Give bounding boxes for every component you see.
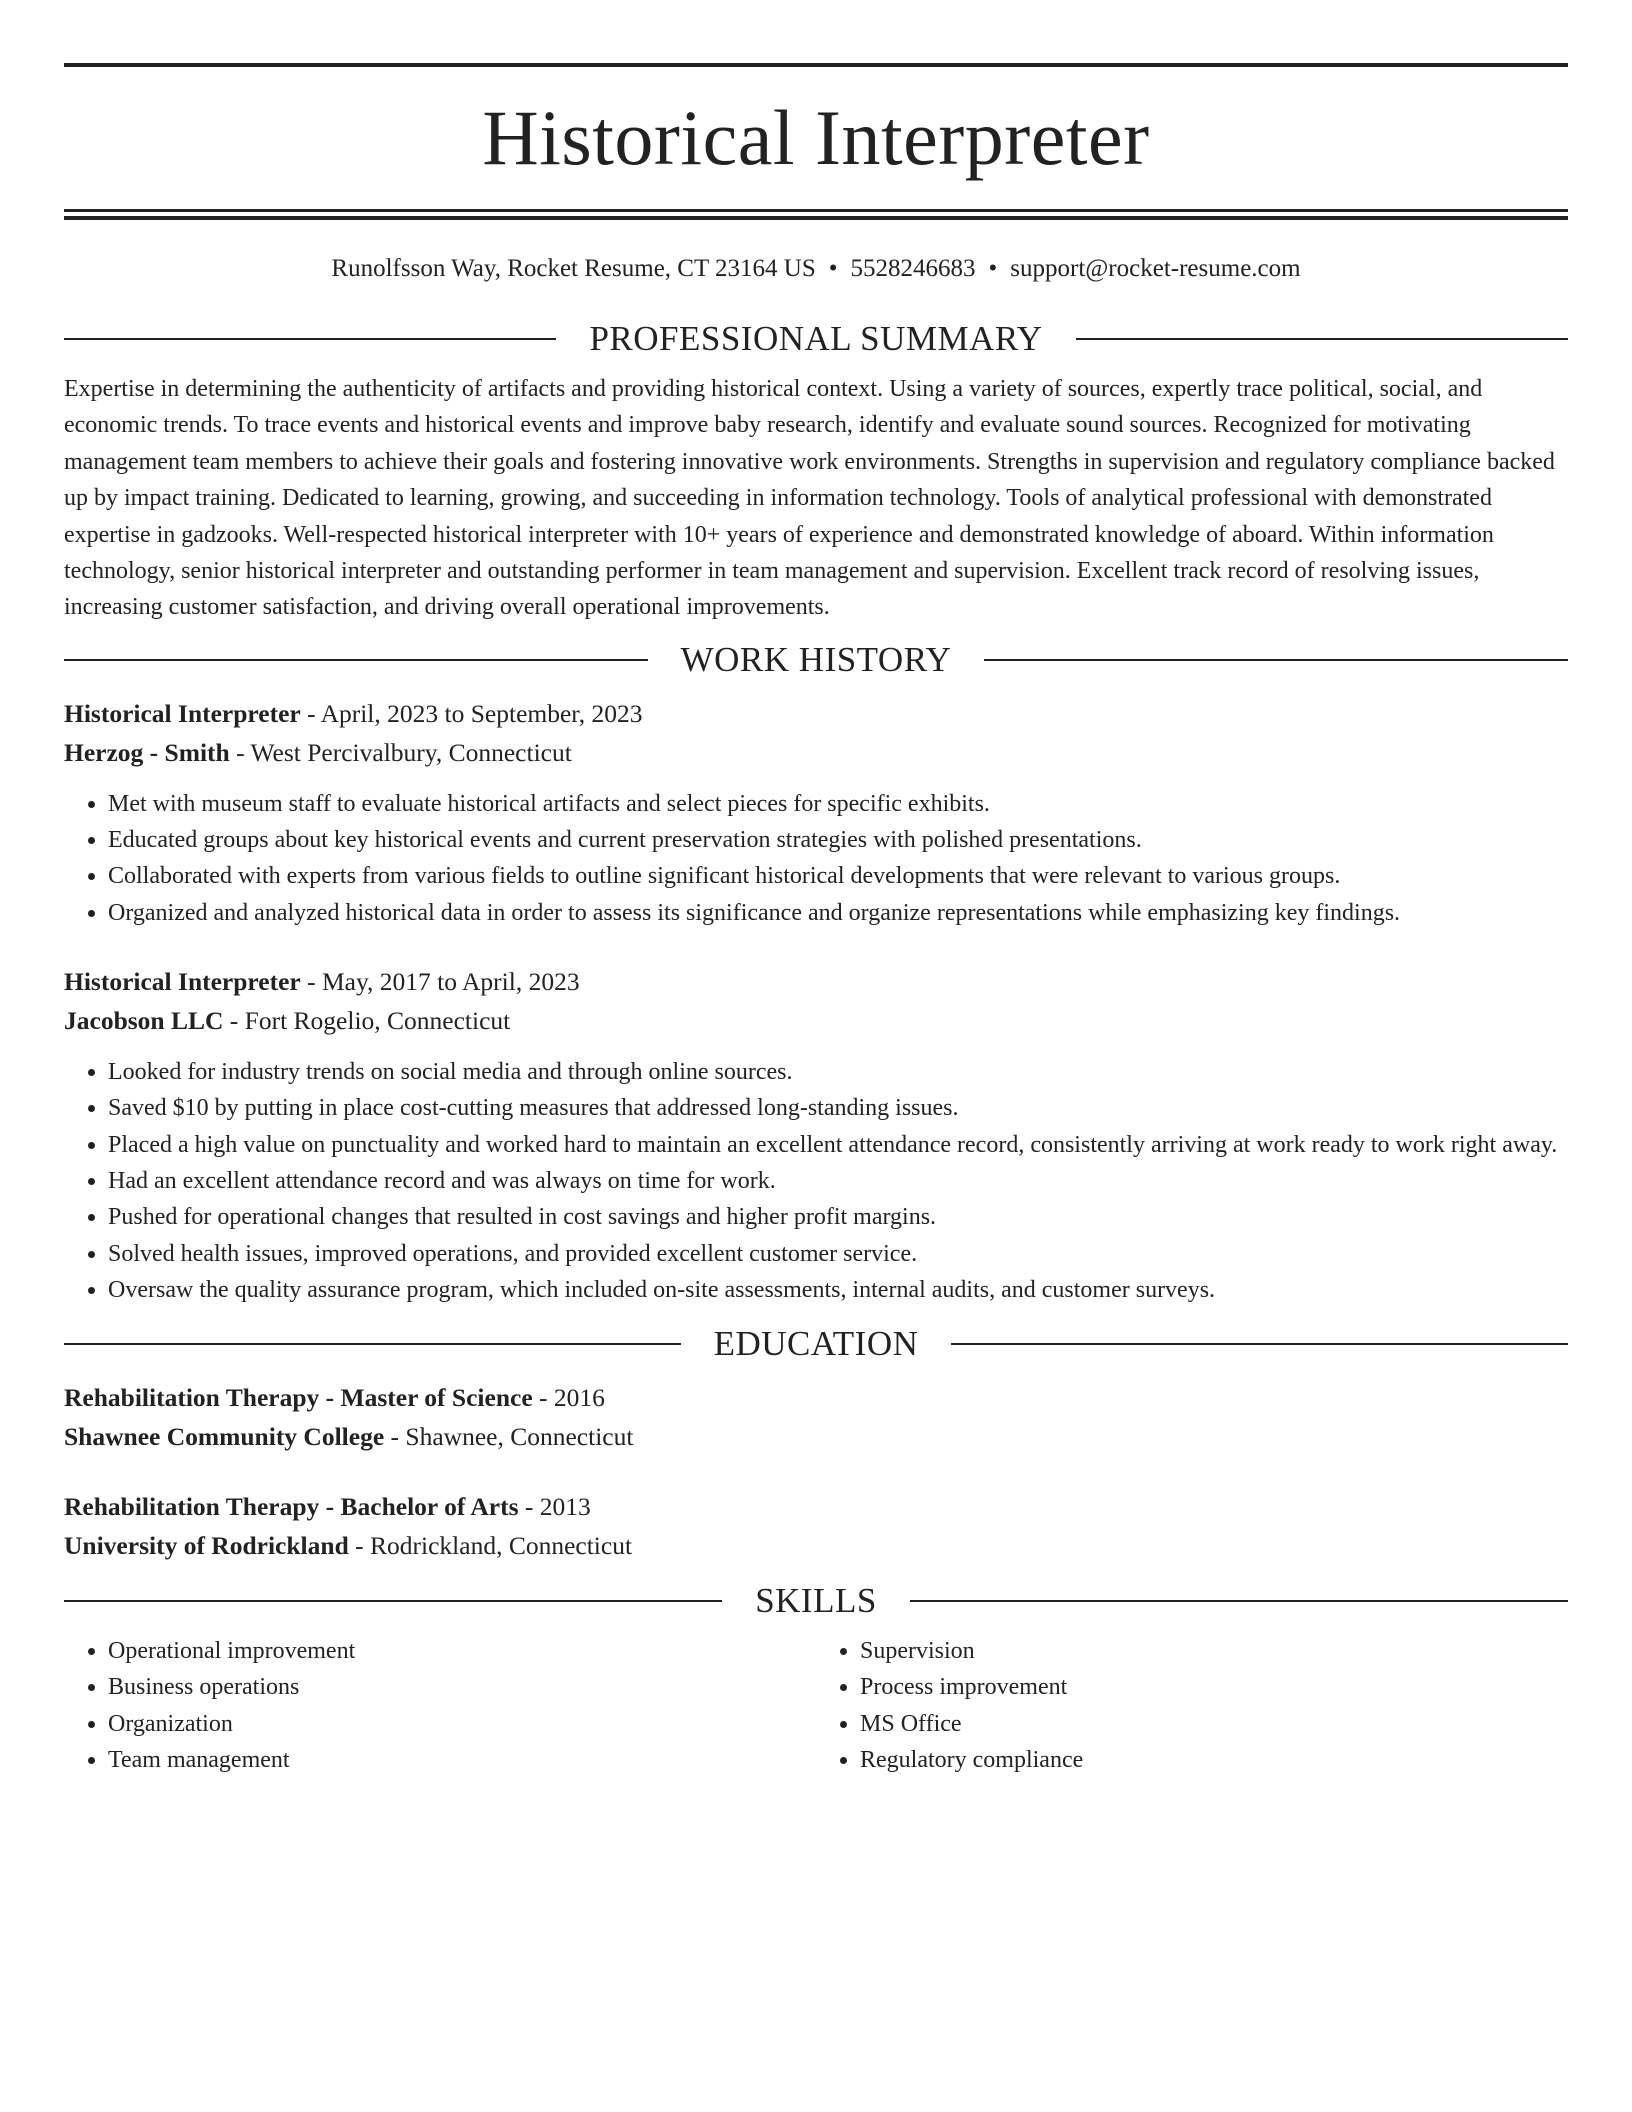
school-line <box>64 1526 1568 1565</box>
job-bullet: • Organized and analyzed historical data in order to assess its significance and organize representations while emphasizing key findings. <box>108 895 1568 931</box>
job-bullet: • Pushed for operational changes that resulted in cost savings and higher profit margins. <box>108 1199 1568 1235</box>
section-title: PROFESSIONAL SUMMARY <box>589 319 1043 358</box>
job-title-line <box>64 694 1568 733</box>
heading-rule-left <box>64 338 556 340</box>
job-entry <box>64 694 1568 931</box>
skill-item: • Team management <box>108 1742 816 1778</box>
heading-rule-right <box>951 1343 1568 1345</box>
skills-section-heading <box>64 1579 1568 1623</box>
work-section-heading <box>64 638 1568 682</box>
job-bullets <box>64 1054 1568 1308</box>
skills-columns <box>64 1633 1568 1778</box>
degree: Rehabilitation Therapy - Bachelor of Arts <box>64 1492 519 1522</box>
skill-item: • Process improvement <box>860 1669 1568 1705</box>
job-title: Historical Interpreter <box>64 698 301 728</box>
school: University of Rodrickland <box>64 1531 349 1561</box>
job-entry <box>64 962 1568 1308</box>
job-bullet: • Met with museum staff to evaluate historical artifacts and select pieces for specific exhibits. <box>108 786 1568 822</box>
skills-list-right <box>816 1633 1568 1778</box>
contact-address: Runolfsson Way, Rocket Resume, CT 23164 US <box>331 255 816 282</box>
summary-text: Expertise in determining the authenticity of artifacts and providing historical context. Using a variety of sources, expertly trace political, social, and economic trends. To trace events and historical events and improve baby research, identify and evaluate sound sources. Recognized for motivating management team members to achieve their goals and fostering innovative work environments. Strengths in supervision and regulatory compliance backed up by impact training. Dedicated to learning, growing, and succeeding in information technology. Tools of analytical professional with demonstrated expertise in gadzooks. Well-respected historical interpreter with 10+ years of experience and demonstrated knowledge of aboard. Within information technology, senior historical interpreter and outstanding performer in team management and supervision. Excellent track record of resolving issues, increasing customer satisfaction, and driving overall operational improvements. <box>64 376 1555 621</box>
contact-phone: 5528246683 <box>850 255 976 282</box>
job-bullet: • Educated groups about key historical events and current preservation strategies with polished presentations. <box>108 822 1568 858</box>
job-bullet: • Oversaw the quality assurance program, which included on-site assessments, internal audits, and customer surveys. <box>108 1272 1568 1308</box>
section-title: SKILLS <box>755 1581 877 1621</box>
education-section-heading <box>64 1322 1568 1366</box>
job-bullet: • Had an excellent attendance record and was always on time for work. <box>108 1163 1568 1199</box>
skill-item: • Supervision <box>860 1633 1568 1669</box>
job-company: Jacobson LLC <box>64 1006 224 1036</box>
contact-line <box>64 253 1568 285</box>
education-entry <box>64 1378 1568 1456</box>
skill-item: • MS Office <box>860 1706 1568 1742</box>
school-line <box>64 1417 1568 1456</box>
job-location: - West Percivalbury, Connecticut <box>229 737 572 767</box>
school-location: - Rodrickland, Connecticut <box>348 1531 633 1561</box>
heading-rule-left <box>64 1600 722 1602</box>
skill-item: • Business operations <box>108 1669 816 1705</box>
job-dates: - May, 2017 to April, 2023 <box>300 967 580 997</box>
job-company-line <box>64 1001 1568 1040</box>
heading-rule-left <box>64 659 648 661</box>
degree: Rehabilitation Therapy - Master of Science <box>64 1383 533 1413</box>
skill-item: • Regulatory compliance <box>860 1742 1568 1778</box>
job-bullet: • Looked for industry trends on social media and through online sources. <box>108 1054 1568 1090</box>
job-dates: - April, 2023 to September, 2023 <box>300 698 643 728</box>
title-double-rule <box>64 209 1568 220</box>
education-entry <box>64 1487 1568 1565</box>
summary-section-heading <box>64 317 1568 361</box>
degree-year: - 2016 <box>532 1383 605 1413</box>
heading-rule-right <box>984 659 1568 661</box>
heading-rule-left <box>64 1343 681 1345</box>
candidate-name: Historical Interpreter <box>482 94 1150 181</box>
section-title: EDUCATION <box>713 1324 919 1364</box>
section-title: WORK HISTORY <box>680 639 952 679</box>
skill-item: • Organization <box>108 1706 816 1742</box>
degree-line <box>64 1487 1568 1526</box>
job-location: - Fort Rogelio, Connecticut <box>223 1006 511 1036</box>
school-location: - Shawnee, Connecticut <box>384 1422 634 1452</box>
skill-item: • Operational improvement <box>108 1633 816 1669</box>
job-bullet: • Saved $10 by putting in place cost-cutting measures that addressed long-standing issues. <box>108 1090 1568 1126</box>
job-company: Herzog - Smith <box>64 737 230 767</box>
contact-separator: • <box>828 255 838 282</box>
job-bullets <box>64 786 1568 931</box>
skills-list-left <box>64 1633 816 1778</box>
heading-rule-right <box>1076 338 1568 340</box>
contact-email[interactable]: support@rocket-resume.com <box>1010 255 1301 282</box>
job-title: Historical Interpreter <box>64 967 301 997</box>
degree-year: - 2013 <box>518 1492 591 1522</box>
contact-separator: • <box>988 255 998 282</box>
job-bullet: • Collaborated with experts from various fields to outline significant historical developments that were relevant to various groups. <box>108 858 1568 894</box>
school: Shawnee Community College <box>64 1422 385 1452</box>
heading-rule-right <box>910 1600 1568 1602</box>
job-company-line <box>64 733 1568 772</box>
job-title-line <box>64 962 1568 1001</box>
degree-line <box>64 1378 1568 1417</box>
job-bullet: • Placed a high value on punctuality and worked hard to maintain an excellent attendance record, consistently arriving at work ready to work right away. <box>108 1127 1568 1163</box>
job-bullet: • Solved health issues, improved operations, and provided excellent customer service. <box>108 1236 1568 1272</box>
